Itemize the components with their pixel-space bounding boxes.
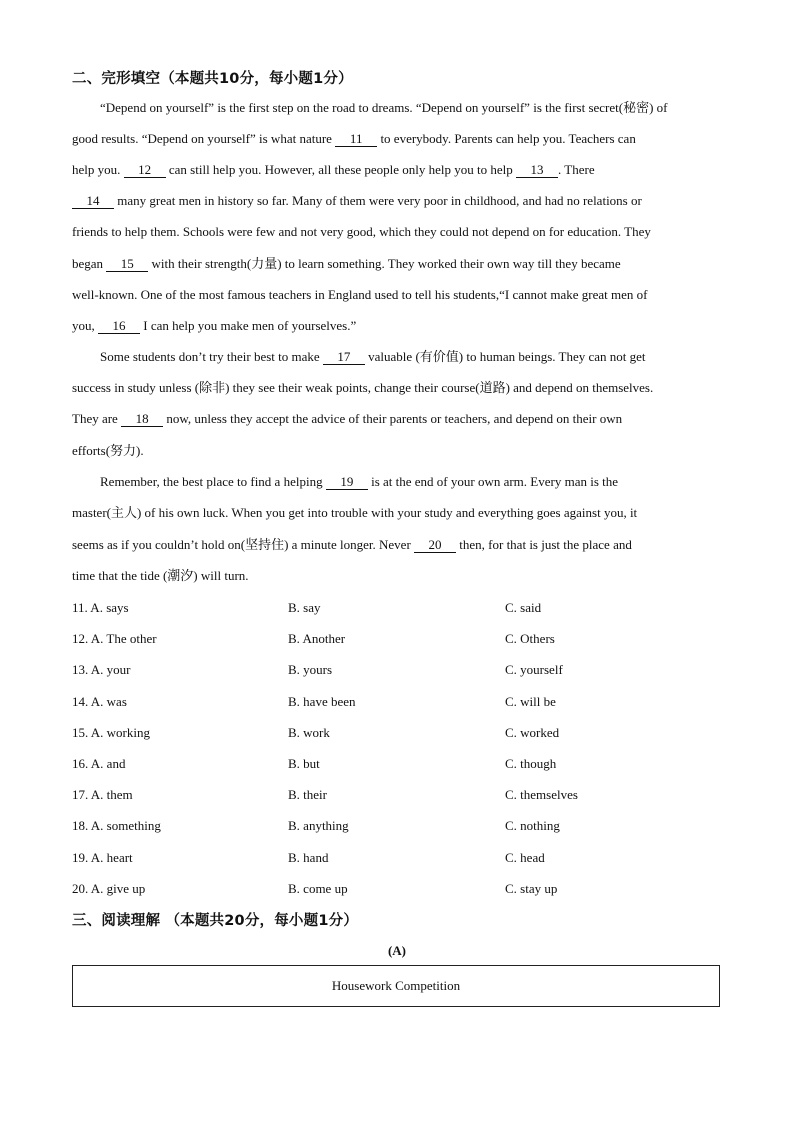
blank-number: 19 bbox=[326, 475, 368, 490]
passage-text: time that the tide (潮汐) will turn. bbox=[72, 568, 249, 583]
option-c: C. said bbox=[505, 600, 542, 615]
passage-label: (A) bbox=[387, 943, 407, 958]
passage-text: Remember, the best place to find a helping bbox=[100, 474, 326, 489]
passage-text: . There bbox=[558, 162, 595, 177]
blank-number: 15 bbox=[106, 257, 148, 272]
passage-line bbox=[72, 287, 722, 303]
blank-number: 11 bbox=[335, 132, 377, 147]
passage-text: “Depend on yourself” is the first step on the road to dreams. “Depend on yourself” is the first secret(秘密) of bbox=[100, 100, 668, 115]
passage-line bbox=[72, 505, 722, 521]
passage-text: valuable (有价值) to human beings. They can not get bbox=[364, 349, 646, 364]
passage-line bbox=[72, 537, 722, 553]
passage-line bbox=[72, 224, 722, 240]
option-a: 19. A. heart bbox=[72, 849, 133, 865]
passage-text: many great men in history so far. Many of them were very poor in childhood, and had no relations or bbox=[114, 193, 642, 208]
option-a: 18. A. something bbox=[72, 818, 161, 834]
blank-number: 14 bbox=[72, 194, 114, 209]
passage-text: well-known. One of the most famous teachers in England used to tell his students,“I cannot make great men of bbox=[72, 287, 648, 302]
section-heading-cloze: 二、完形填空（本题共10分，每小题1分） bbox=[72, 71, 353, 87]
option-c: C. themselves bbox=[505, 787, 578, 803]
passage-text: seems as if you couldn’t hold on(坚持住) a minute longer. Never bbox=[72, 537, 415, 552]
option-c: C. though bbox=[505, 756, 557, 771]
blank-number: 18 bbox=[121, 412, 163, 427]
option-b: B. their bbox=[288, 787, 327, 803]
option-a: 11. A. says bbox=[72, 600, 129, 615]
blank-number: 12 bbox=[124, 163, 166, 178]
option-b: B. yours bbox=[288, 662, 333, 678]
passage-text: friends to help them. Schools were few and not very good, which they could not depend on for education. They bbox=[72, 224, 651, 239]
blank-number: 20 bbox=[414, 538, 456, 553]
option-c: C. yourself bbox=[505, 662, 563, 678]
option-a: 20. A. give up bbox=[72, 880, 146, 896]
option-a: 15. A. working bbox=[72, 724, 150, 740]
passage-text: Some students don’t try their best to make bbox=[100, 349, 323, 364]
option-a: 16. A. and bbox=[72, 756, 126, 771]
passage-line bbox=[72, 162, 722, 178]
passage-text: I can help you make men of yourselves.” bbox=[140, 318, 357, 333]
passage-text: good results. “Depend on yourself” is what nature bbox=[72, 131, 336, 146]
passage-text: success in study unless (除非) they see their weak points, change their course(道路) and depend on themselves. bbox=[72, 380, 654, 395]
option-a: 17. A. them bbox=[72, 787, 133, 803]
passage-text: with their strength(力量) to learn something. They worked their own way till they became bbox=[148, 256, 621, 271]
passage-text: is at the end of your own arm. Every man is the bbox=[367, 474, 619, 489]
passage-line bbox=[100, 474, 750, 490]
passage-line bbox=[72, 318, 722, 334]
section-heading-reading: 三、阅读理解 （本题共20分，每小题1分） bbox=[72, 913, 359, 929]
passage-line bbox=[72, 256, 722, 272]
passage-text: master(主人) of his own luck. When you get into trouble with your study and everything goes against you, it bbox=[72, 505, 638, 520]
passage-line bbox=[72, 380, 722, 396]
passage-text: can still help you. However, all these people only help you to help bbox=[165, 162, 517, 177]
option-c: C. will be bbox=[505, 693, 556, 709]
table-title: Housework Competition bbox=[331, 978, 461, 993]
option-c: C. worked bbox=[505, 724, 560, 740]
passage-text: began bbox=[72, 256, 107, 271]
passage-text: then, for that is just the place and bbox=[456, 537, 632, 552]
option-b: B. anything bbox=[288, 818, 349, 834]
option-c: C. stay up bbox=[505, 880, 558, 896]
passage-text: to everybody. Parents can help you. Teachers can bbox=[377, 131, 636, 146]
option-b: B. work bbox=[288, 724, 330, 740]
option-c: C. head bbox=[505, 849, 545, 865]
option-c: C. nothing bbox=[505, 818, 560, 834]
passage-text: now, unless they accept the advice of their parents or teachers, and depend on their own bbox=[163, 411, 623, 426]
passage-line bbox=[72, 411, 722, 427]
passage-line bbox=[72, 131, 722, 147]
passage-text: you, bbox=[72, 318, 98, 333]
passage-text: efforts(努力). bbox=[72, 443, 144, 458]
passage-line bbox=[72, 193, 722, 209]
passage-text: help you. bbox=[72, 162, 124, 177]
blank-number: 17 bbox=[323, 350, 365, 365]
passage-line bbox=[100, 100, 750, 116]
blank-number: 13 bbox=[516, 163, 558, 178]
passage-text: They are bbox=[72, 411, 122, 426]
option-b: B. Another bbox=[288, 631, 346, 647]
passage-line bbox=[100, 349, 750, 365]
blank-number: 16 bbox=[98, 319, 140, 334]
option-b: B. but bbox=[288, 756, 320, 771]
option-a: 13. A. your bbox=[72, 662, 131, 678]
option-b: B. have been bbox=[288, 693, 356, 709]
table-title-cell bbox=[72, 965, 720, 1007]
option-b: B. say bbox=[288, 600, 321, 615]
passage-line bbox=[72, 443, 722, 459]
passage-line bbox=[72, 568, 722, 584]
option-b: B. come up bbox=[288, 880, 348, 896]
option-a: 12. A. The other bbox=[72, 631, 157, 647]
option-c: C. Others bbox=[505, 631, 555, 647]
option-b: B. hand bbox=[288, 849, 329, 865]
option-a: 14. A. was bbox=[72, 693, 127, 709]
